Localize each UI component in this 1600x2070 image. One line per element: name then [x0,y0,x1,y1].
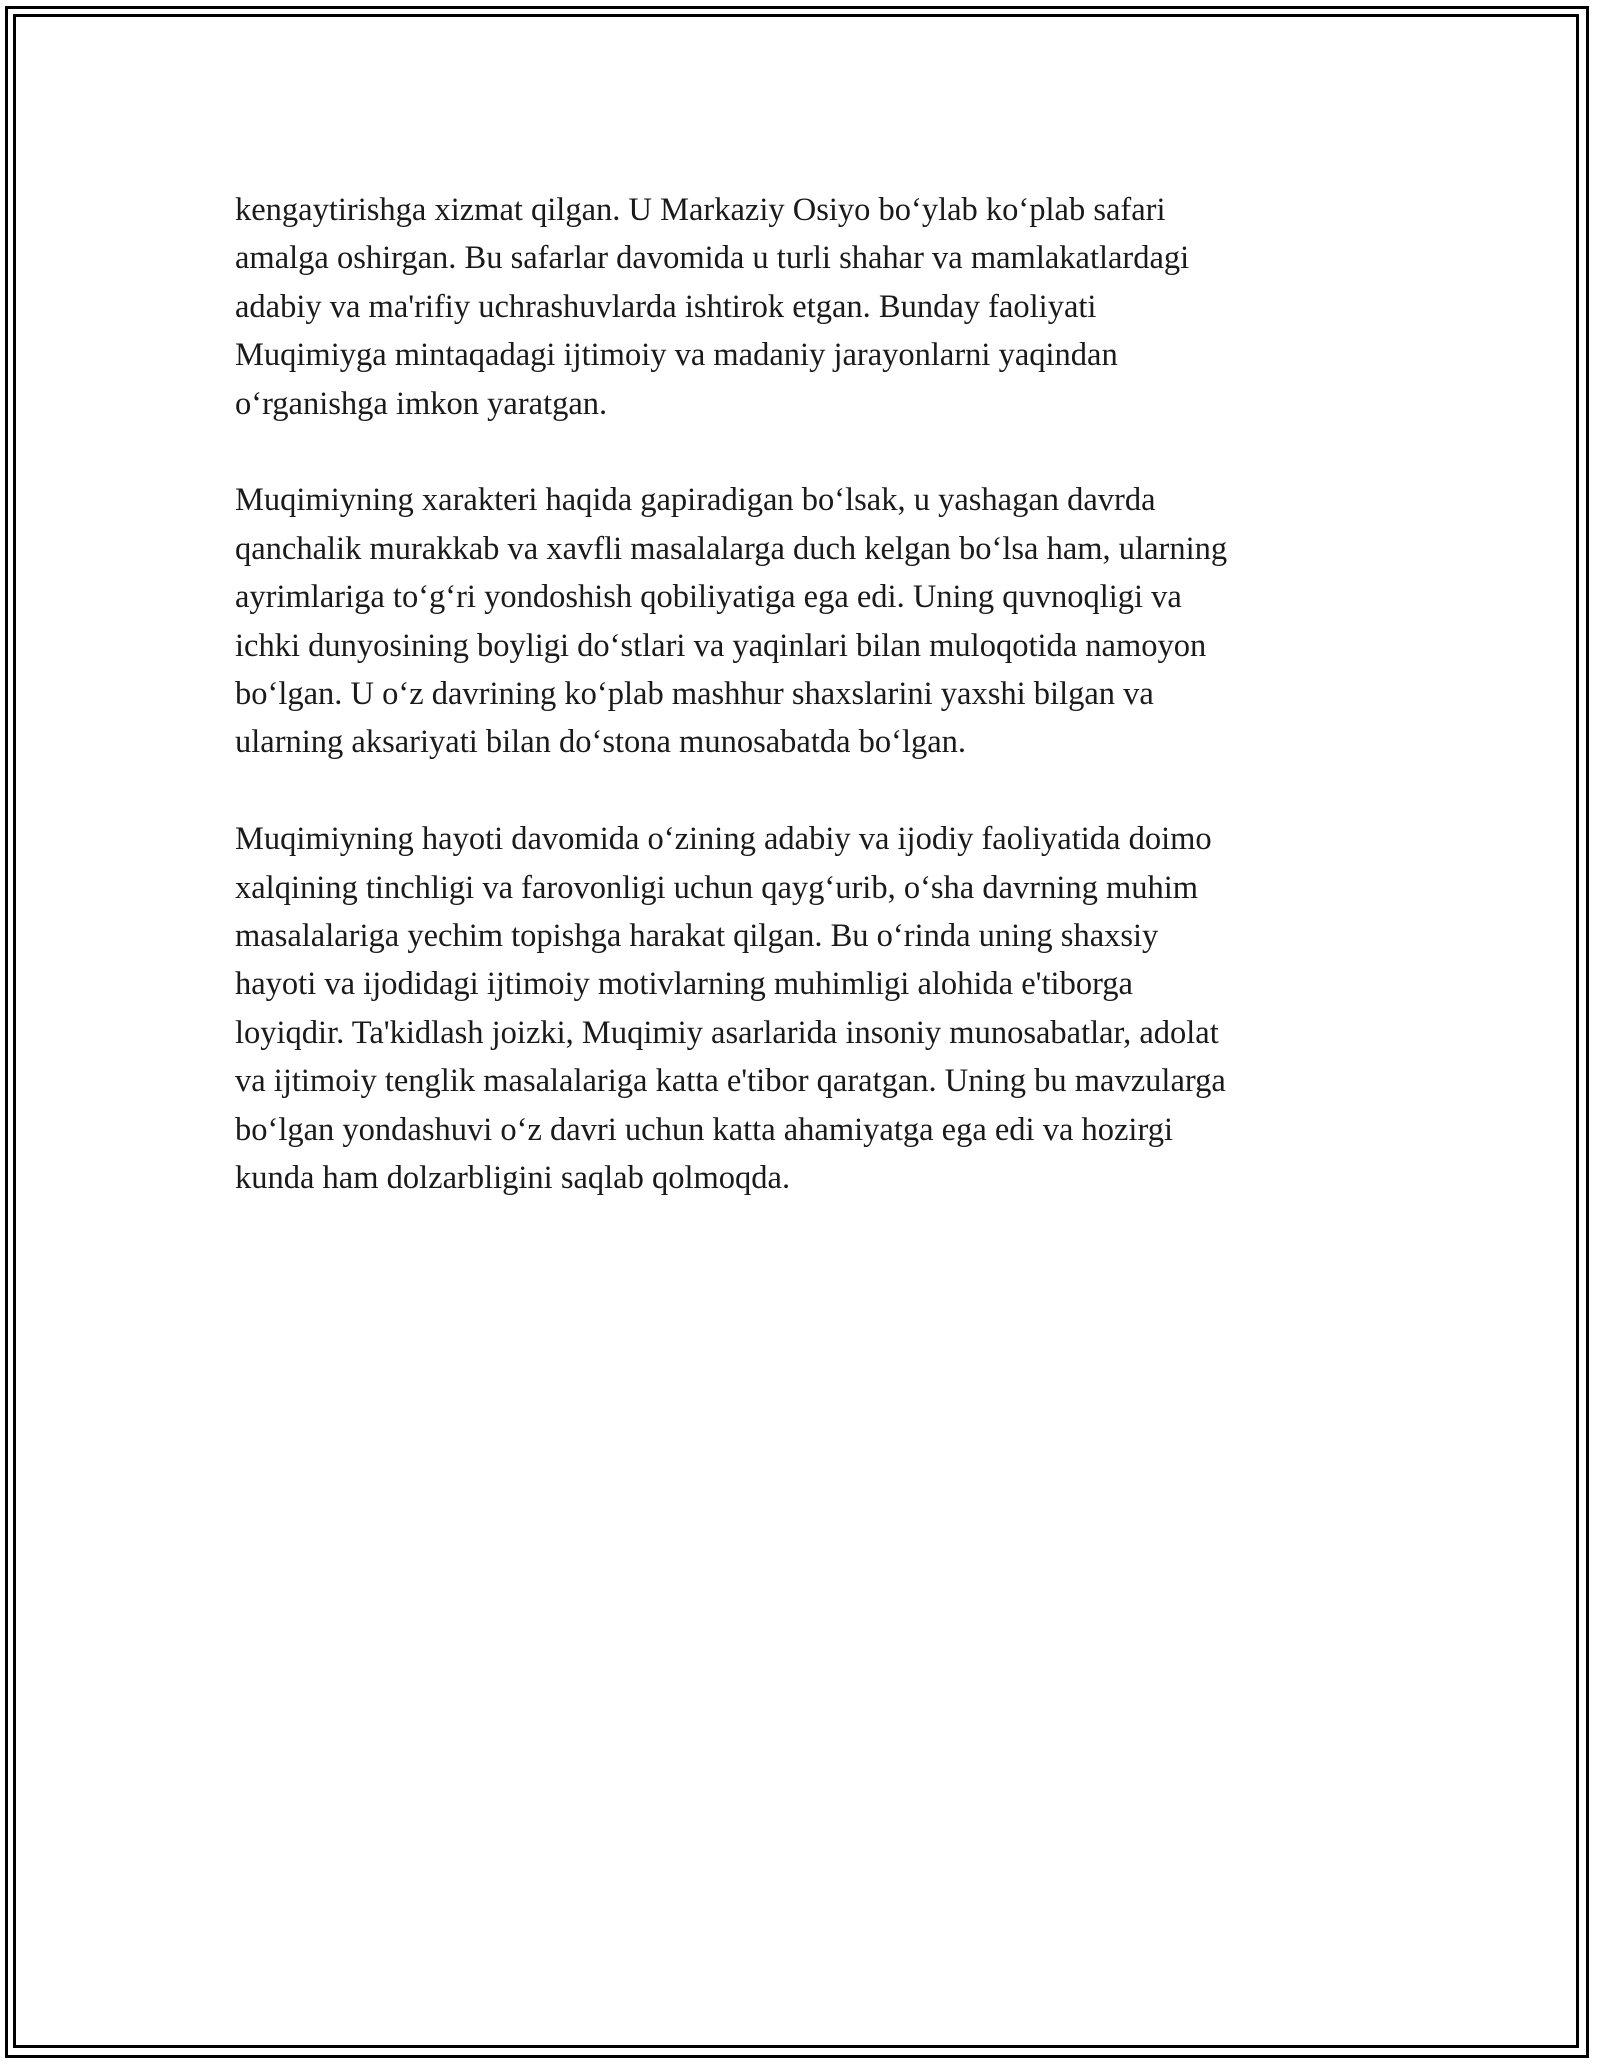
text-line: loyiqdir. Ta'kidlash joizki, Muqimiy asarlarida insoniy munosabatlar, adolat [235,1014,1219,1051]
text-line: kunda ham dolzarbligini saqlab qolmoqda. [235,1160,791,1197]
text-line: bo‘lgan yondashuvi o‘z davri uchun katta ahamiyatga ega edi va hozirgi [235,1111,1173,1148]
paragraph-1 [235,186,1375,428]
text-line: Muqimiyning xarakteri haqida gapiradigan bo‘lsak, u yashagan davrda [235,482,1156,519]
text-line: ayrimlariga to‘g‘ri yondoshish qobiliyatiga ega edi. Uning quvnoqligi va [235,579,1182,616]
text-line: qanchalik murakkab va xavfli masalalarga duch kelgan bo‘lsa ham, ularning [235,530,1228,567]
paragraph-3 [235,815,1375,1202]
text-line: ularning aksariyati bilan do‘stona munosabatda bo‘lgan. [235,724,967,761]
document-body [235,186,1375,1251]
text-line: o‘rganishga imkon yaratgan. [235,385,608,422]
text-line: bo‘lgan. U o‘z davrining ko‘plab mashhur shaxslarini yaxshi bilgan va [235,676,1154,713]
text-line: xalqining tinchligi va farovonligi uchun qayg‘urib, o‘sha davrning muhim [235,869,1199,906]
text-line: adabiy va ma'rifiy uchrashuvlarda ishtirok etgan. Bunday faoliyati [235,288,1097,325]
text-line: kengaytirishga xizmat qilgan. U Markaziy Osiyo bo‘ylab ko‘plab safari [235,192,1166,228]
text-line: hayoti va ijodidagi ijtimoiy motivlarning muhimligi alohida e'tiborga [235,966,1133,1003]
text-line: ichki dunyosining boyligi do‘stlari va yaqinlari bilan muloqotida namoyon [235,627,1207,664]
paragraph-2 [235,476,1375,766]
text-line: va ijtimoiy tenglik masalalariga katta e'tibor qaratgan. Uning bu mavzularga [235,1063,1226,1100]
text-line: Muqimiyning hayoti davomida o‘zining adabiy va ijodiy faoliyatida doimo [235,821,1212,858]
text-line: amalga oshirgan. Bu safarlar davomida u turli shahar va mamlakatlardagi [235,240,1190,277]
text-line: Muqimiyga mintaqadagi ijtimoiy va madaniy jarayonlarni yaqindan [235,337,1118,374]
text-line: masalalariga yechim topishga harakat qilgan. Bu o‘rinda uning shaxsiy [235,918,1159,955]
